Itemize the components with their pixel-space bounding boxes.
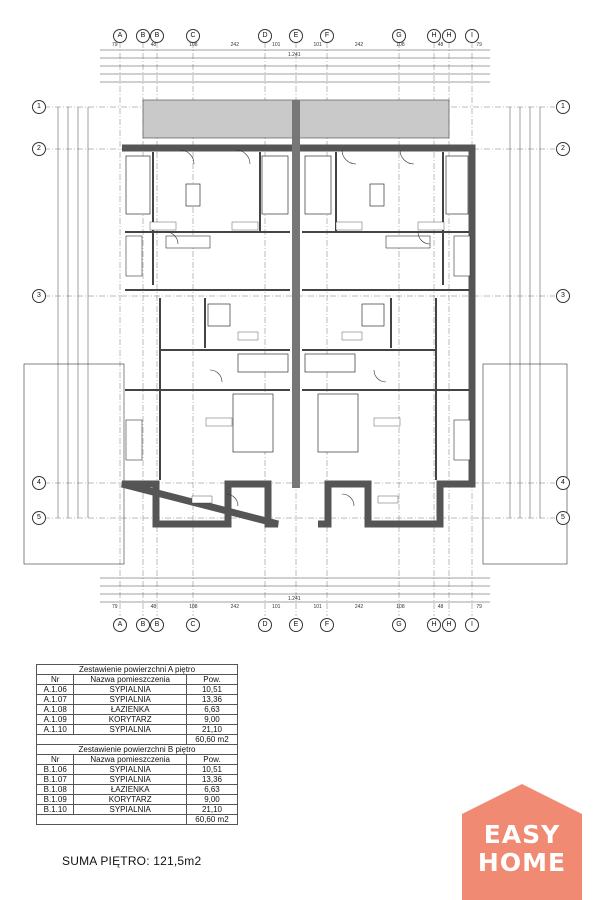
grid-label: 1 <box>32 100 46 114</box>
grid-label: B <box>136 618 150 632</box>
room-name: SYPIALNIA <box>74 765 187 775</box>
table-row <box>37 695 238 705</box>
table-header: Pow. <box>186 675 237 685</box>
dim-value: 101 <box>272 42 281 48</box>
grid-label: H <box>427 618 441 632</box>
grid-label: B <box>136 29 150 43</box>
grid-label: 5 <box>32 511 46 525</box>
dim-value: 242 <box>230 604 239 610</box>
dim-value: 108 <box>396 604 405 610</box>
dim-value: 79 <box>112 604 118 610</box>
grid-label: H <box>427 29 441 43</box>
grid-label: E <box>289 29 303 43</box>
grid-label: 4 <box>32 476 46 490</box>
table-caption: Zestawienie powierzchni A piętro <box>37 665 238 675</box>
room-name: SYPIALNIA <box>74 685 187 695</box>
grid-label: C <box>186 29 200 43</box>
grid-label: D <box>258 29 272 43</box>
room-number: A.1.07 <box>37 695 74 705</box>
grid-label: 1 <box>556 100 570 114</box>
room-area: 21,10 <box>186 805 237 815</box>
grid-label: B <box>150 618 164 632</box>
room-number: B.1.10 <box>37 805 74 815</box>
grid-label: F <box>320 29 334 43</box>
grid-label: I <box>465 29 479 43</box>
room-number: B.1.08 <box>37 785 74 795</box>
table-caption: Zestawienie powierzchni B piętro <box>37 745 238 755</box>
table-header: Nr <box>37 755 74 765</box>
dimension-values-top <box>112 42 482 48</box>
table-row <box>37 725 238 735</box>
dim-value: 79 <box>476 42 482 48</box>
grid-label: 2 <box>32 142 46 156</box>
room-name: ŁAZIENKA <box>74 785 187 795</box>
table-row <box>37 805 238 815</box>
dim-value: 79 <box>112 42 118 48</box>
room-number: B.1.07 <box>37 775 74 785</box>
room-number: B.1.09 <box>37 795 74 805</box>
room-number: A.1.09 <box>37 715 74 725</box>
room-area: 9,00 <box>186 795 237 805</box>
room-number: B.1.06 <box>37 765 74 775</box>
dimension-total-bottom: 1.241 <box>288 596 301 602</box>
table-total: 60,60 m2 <box>186 735 237 745</box>
table-header: Pow. <box>186 755 237 765</box>
dim-value: 48 <box>150 42 157 48</box>
room-area: 9,00 <box>186 715 237 725</box>
outline-right <box>483 364 567 564</box>
table-row <box>37 795 238 805</box>
grid-label: 3 <box>32 289 46 303</box>
table-header: Nazwa pomieszczenia <box>74 755 187 765</box>
table-row <box>37 775 238 785</box>
room-name: KORYTARZ <box>74 715 187 725</box>
grid-label: D <box>258 618 272 632</box>
grid-label: 2 <box>556 142 570 156</box>
dim-value: 108 <box>189 604 198 610</box>
easy-home-logo <box>458 782 586 900</box>
room-number: A.1.08 <box>37 705 74 715</box>
table-total-spacer <box>37 815 187 825</box>
room-name: KORYTARZ <box>74 795 187 805</box>
dim-value: 79 <box>476 604 482 610</box>
room-name: SYPIALNIA <box>74 805 187 815</box>
outline-left <box>24 364 124 564</box>
grid-label: 3 <box>556 289 570 303</box>
table-header: Nr <box>37 675 74 685</box>
area-table-a <box>36 664 238 825</box>
table-row <box>37 765 238 775</box>
grid-label: A <box>113 618 127 632</box>
room-area: 6,63 <box>186 705 237 715</box>
table-row <box>37 685 238 695</box>
dim-value: 48 <box>437 604 444 610</box>
room-area: 13,36 <box>186 695 237 705</box>
grid-label: H <box>442 618 456 632</box>
table-header: Nazwa pomieszczenia <box>74 675 187 685</box>
logo-line-2: HOME <box>477 848 567 877</box>
dim-value: 108 <box>396 42 405 48</box>
grid-label: I <box>465 618 479 632</box>
dim-value: 48 <box>150 604 157 610</box>
party-wall <box>292 100 300 488</box>
room-name: SYPIALNIA <box>74 775 187 785</box>
dim-value: 101 <box>313 42 322 48</box>
room-area: 13,36 <box>186 775 237 785</box>
room-name: ŁAZIENKA <box>74 705 187 715</box>
grid-label: C <box>186 618 200 632</box>
dim-value: 48 <box>437 42 444 48</box>
grid-label: H <box>442 29 456 43</box>
grid-label: F <box>320 618 334 632</box>
area-tables <box>36 664 238 825</box>
grid-label: G <box>392 618 406 632</box>
table-row <box>37 705 238 715</box>
room-name: SYPIALNIA <box>74 695 187 705</box>
dim-value: 101 <box>313 604 322 610</box>
floor-area-summary: SUMA PIĘTRO: 121,5m2 <box>62 854 202 868</box>
dim-value: 242 <box>354 42 364 48</box>
dimension-total-top: 1.241 <box>288 52 301 58</box>
logo-line-1: EASY <box>483 820 561 849</box>
room-number: A.1.10 <box>37 725 74 735</box>
grid-label: B <box>150 29 164 43</box>
dim-value: 108 <box>189 42 198 48</box>
table-total-spacer <box>37 735 187 745</box>
dimension-values-bottom <box>112 604 482 610</box>
dim-value: 242 <box>230 42 239 48</box>
room-area: 21,10 <box>186 725 237 735</box>
table-row <box>37 715 238 725</box>
dim-value: 242 <box>354 604 364 610</box>
table-row <box>37 785 238 795</box>
room-area: 10,51 <box>186 685 237 695</box>
table-total: 60,60 m2 <box>186 815 237 825</box>
grid-label: G <box>392 29 406 43</box>
grid-label: 4 <box>556 476 570 490</box>
grid-label: A <box>113 29 127 43</box>
room-number: A.1.06 <box>37 685 74 695</box>
grid-label: 5 <box>556 511 570 525</box>
grid-label: E <box>289 618 303 632</box>
dim-value: 101 <box>272 604 281 610</box>
room-area: 6,63 <box>186 785 237 795</box>
room-name: SYPIALNIA <box>74 725 187 735</box>
room-area: 10,51 <box>186 765 237 775</box>
